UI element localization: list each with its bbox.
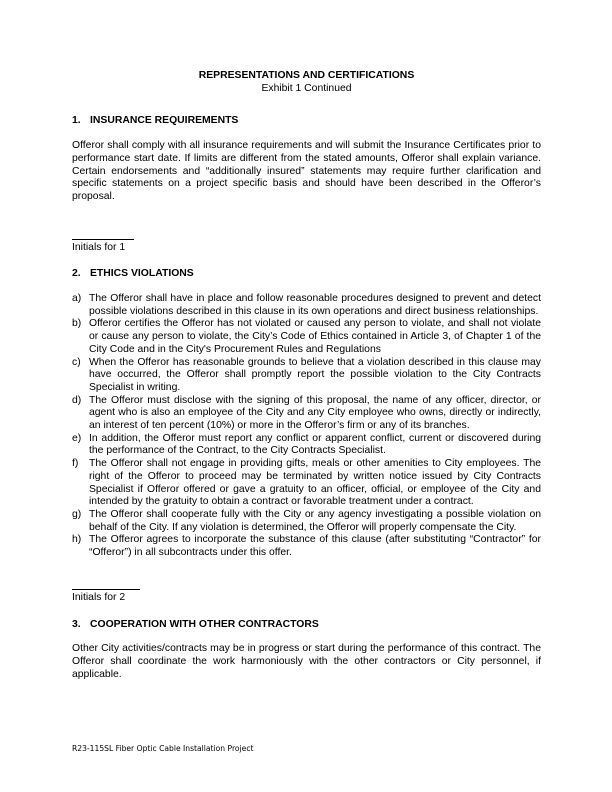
section-1-body: Offeror shall comply with all insurance requirements and will submit the Insurance Certificates prior to performance start date. If limits are different from the stated amounts, Offeror shall explain variance. Certain endorsements and “additionally insured” statements may require further clarification and specific statements on a project specific basis and should have been described in the Offeror’s proposal. [72, 140, 541, 202]
section-1-title: INSURANCE REQUIREMENTS [90, 115, 239, 127]
list-marker: e) [72, 432, 82, 444]
list-item [72, 534, 541, 559]
list-marker: a) [72, 293, 82, 305]
list-item [72, 357, 541, 395]
list-item-text: The Offeror shall cooperate fully with the City or any agency investigating a possible violation on behalf of the City. If any violation is determined, the Offeror will properly compensate the City. [89, 508, 541, 533]
list-item [72, 318, 541, 356]
page-footer: R23-115SL Fiber Optic Cable Installation Project [72, 744, 254, 753]
list-item [72, 509, 541, 534]
section-1-heading [72, 115, 541, 128]
list-marker: d) [72, 394, 82, 406]
section-3-number: 3. [72, 618, 81, 630]
section-2-number: 2. [72, 268, 81, 280]
section-2-title: ETHICS VIOLATIONS [90, 268, 194, 280]
section-3-body: Other City activities/contracts may be in progress or start during the performance of this contract. The Offeror shall coordinate the work harmoniously with the other contractors or City personnel, if applicable. [72, 643, 541, 680]
document-page [72, 70, 541, 681]
list-item [72, 433, 541, 458]
list-item [72, 458, 541, 509]
section-1-initials [72, 232, 541, 255]
initials-label: Initials for 1 [72, 241, 126, 253]
list-item-text: The Offeror agrees to incorporate the substance of this clause (after substituting “Contractor” for “Offeror”) in all subcontracts under this offer. [89, 534, 541, 559]
list-item-text: The Offeror shall not engage in providing gifts, meals or other amenities to City employees. The right of the Offeror to proceed may be terminated by written notice issued by City Contracts Specialist if Offeror offered or gave a gratuity to an officer, official, or employee of the City and intended by the gratuity to obtain a contract or favorable treatment under a contract. [89, 458, 541, 508]
section-1-number: 1. [72, 115, 81, 127]
section-3-heading [72, 619, 541, 632]
list-item-text: In addition, the Offeror must report any conflict or apparent conflict, current or discovered during the performance of the Contract, to the City Contracts Specialist. [89, 432, 541, 457]
list-item-text: The Offeror must disclose with the signing of this proposal, the name of any officer, director, or agent who is also an employee of the City and any City employee who owns, directly or indirectly, an interest of ten percent (10%) or more in the Offeror’s firm or any of its branches. [89, 394, 541, 432]
section-2-heading [72, 268, 541, 281]
list-item-text: The Offeror shall have in place and follow reasonable procedures designed to prevent and detect possible violations described in this clause in its own operations and direct business relationships. [89, 293, 541, 317]
list-item-text: Offeror certifies the Offeror has not violated or caused any person to violate, and shall not violate or cause any person to violate, the City’s Code of Ethics contained in Article 3, of Chapter 1 of the City Code and in the City's Procurement Rules and Regulations [89, 318, 541, 355]
list-marker: b) [72, 318, 82, 330]
list-marker: h) [72, 534, 82, 546]
list-marker: c) [72, 356, 81, 368]
document-subtitle: Exhibit 1 Continued [261, 82, 352, 94]
list-item [72, 395, 541, 433]
section-3-title: COOPERATION WITH OTHER CONTRACTORS [90, 618, 319, 630]
list-item [72, 293, 541, 318]
document-title: REPRESENTATIONS AND CERTIFICATIONS [198, 70, 415, 81]
initials-line [72, 582, 541, 592]
list-marker: f) [72, 458, 79, 470]
section-2-initials [72, 582, 541, 605]
ethics-list [72, 293, 541, 560]
initials-line [72, 232, 541, 242]
list-marker: g) [72, 508, 82, 520]
list-item-text: When the Offeror has reasonable grounds to believe that a violation described in this clause may have occurred, the Offeror shall promptly report the possible violation to the City Contracts Specialist in writing. [89, 356, 541, 393]
initials-label: Initials for 2 [72, 591, 126, 603]
